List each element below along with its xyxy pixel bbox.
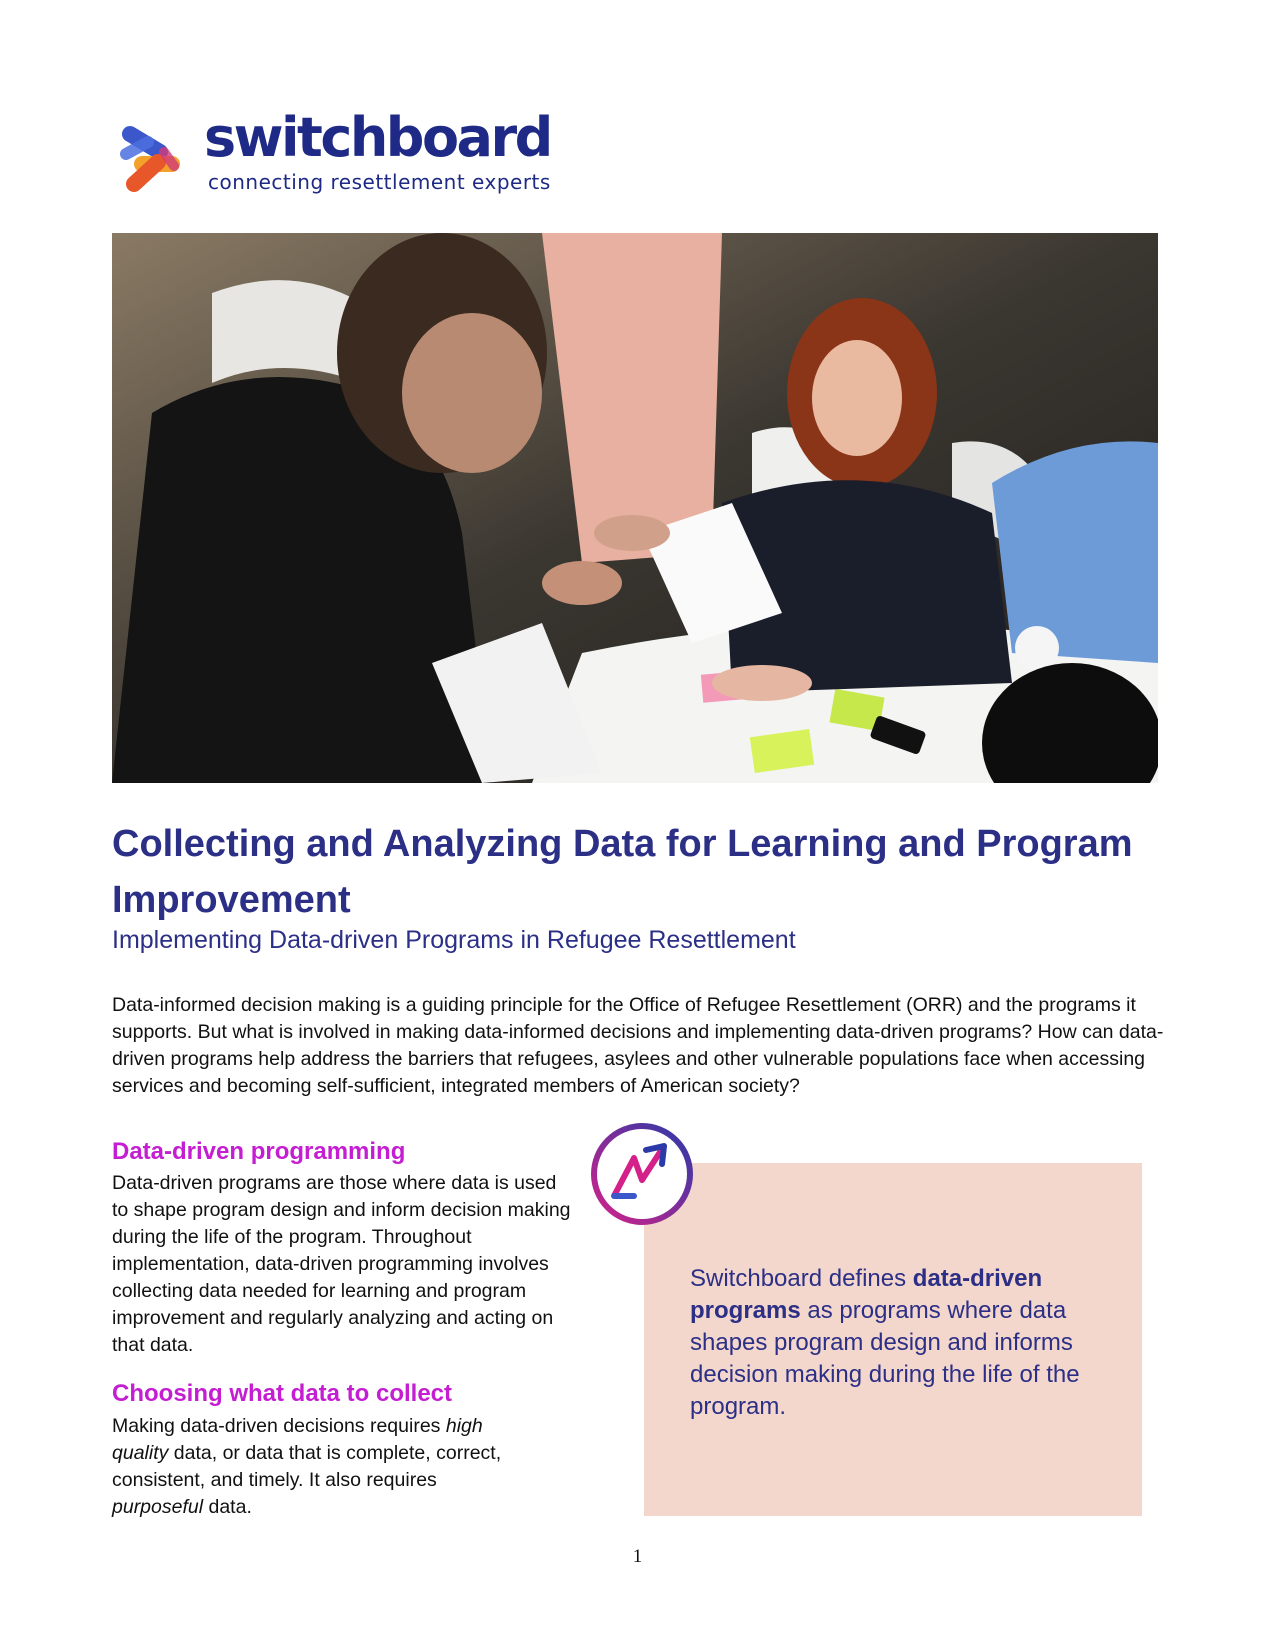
logo-tagline: connecting resettlement experts <box>208 170 551 194</box>
section-body-data-driven-programming: Data-driven programs are those where data is used to shape program design and inform decision making during the life of the program. Throughout implementation, data-driven programming involves collecting data needed for learning and program improvement and regularly analyzing and acting on that data. <box>112 1172 571 1356</box>
intro-paragraph: Data-informed decision making is a guiding principle for the Office of Refugee Resettlement (ORR) and the programs it supports. But what is involved in making data-informed decisions and implementing data-driven programs? How can data-driven programs help address the barriers that refugees, asylees and other vulnerable populations face when accessing services and becoming self-sufficient, integrated members of American society? <box>112 994 1164 1097</box>
page-subtitle: Implementing Data-driven Programs in Refugee Resettlement <box>112 926 796 954</box>
switchboard-logo <box>112 106 552 202</box>
callout-text-part: Switchboard defines <box>690 1265 913 1292</box>
emphasis-high-quality: high quality <box>112 1415 483 1464</box>
page-number: 1 <box>632 1546 643 1567</box>
switch-arrows-icon <box>584 1116 700 1232</box>
hero-photo <box>112 233 1158 783</box>
logo-wordmark: switchboard <box>204 106 551 169</box>
body-text: Making data-driven decisions requires <box>112 1415 446 1437</box>
section-heading-choosing-data: Choosing what data to collect <box>112 1380 453 1407</box>
definition-callout <box>644 1163 1142 1516</box>
page-title: Collecting and Analyzing Data for Learning and Program Improvement <box>112 823 1133 921</box>
body-text: data. <box>203 1496 252 1518</box>
section-body-choosing-data <box>112 1413 532 1521</box>
photo-icon <box>112 233 1158 783</box>
callout-text-part: as programs where data shapes program design and informs decision making during the life of the program. <box>690 1297 1080 1420</box>
callout-text <box>690 1263 1110 1423</box>
emphasis-purposeful: purposeful <box>112 1496 204 1518</box>
section-heading-data-driven-programming: Data-driven programming <box>112 1138 406 1165</box>
body-text: data, or data that is complete, correct, consistent, and timely. It also requires <box>112 1442 502 1491</box>
switchboard-logo-icon <box>112 116 188 200</box>
callout-emphasis: data-driven programs <box>690 1265 1043 1324</box>
